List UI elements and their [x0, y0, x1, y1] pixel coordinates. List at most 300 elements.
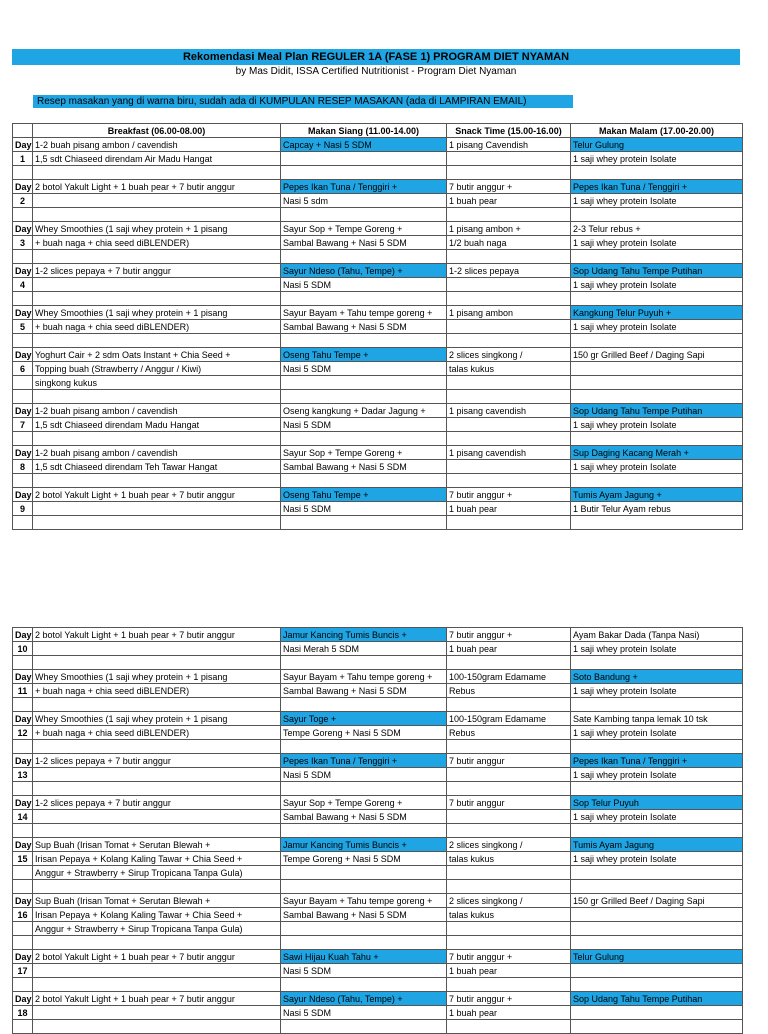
lunch-cell: Sambal Bawang + Nasi 5 SDM — [281, 460, 447, 474]
dinner-cell: 1 saji whey protein Isolate — [571, 194, 743, 208]
spacer-row — [13, 166, 743, 180]
table-row — [13, 362, 743, 376]
breakfast-cell: 2 botol Yakult Light + 1 buah pear + 7 butir anggur — [33, 180, 281, 194]
dinner-cell: 1 saji whey protein Isolate — [571, 320, 743, 334]
empty-cell — [33, 474, 281, 488]
dinner-cell: Tumis Ayam Jagung + — [571, 488, 743, 502]
empty-cell — [281, 782, 447, 796]
empty-cell — [281, 166, 447, 180]
day-label: Day — [13, 950, 33, 964]
page-title: Rekomendasi Meal Plan REGULER 1A (FASE 1) PROGRAM DIET NYAMAN — [12, 49, 740, 65]
dinner-cell — [571, 908, 743, 922]
empty-cell — [281, 432, 447, 446]
table-row — [13, 460, 743, 474]
snack-cell: 7 butir anggur + — [447, 628, 571, 642]
empty-cell — [281, 978, 447, 992]
breakfast-cell — [33, 194, 281, 208]
table-row — [13, 810, 743, 824]
empty-cell — [13, 782, 33, 796]
table-row — [13, 670, 743, 684]
day-number: 18 — [13, 1006, 33, 1020]
empty-cell — [571, 880, 743, 894]
empty-cell — [447, 740, 571, 754]
empty-cell — [447, 334, 571, 348]
day-label: Day — [13, 796, 33, 810]
breakfast-cell: 1,5 sdt Chiaseed direndam Teh Tawar Hangat — [33, 460, 281, 474]
empty-cell — [447, 1020, 571, 1034]
header-breakfast: Breakfast (06.00-08.00) — [33, 124, 281, 138]
lunch-cell: Capcay + Nasi 5 SDM — [281, 138, 447, 152]
day-number — [13, 376, 33, 390]
lunch-cell: Pepes Ikan Tuna / Tenggiri + — [281, 754, 447, 768]
spacer-row — [13, 474, 743, 488]
empty-cell — [33, 656, 281, 670]
snack-cell: 1 pisang ambon — [447, 306, 571, 320]
lunch-cell: Sayur Bayam + Tahu tempe goreng + — [281, 894, 447, 908]
empty-cell — [33, 936, 281, 950]
dinner-cell — [571, 964, 743, 978]
table-row — [13, 404, 743, 418]
empty-cell — [33, 740, 281, 754]
day-label: Day — [13, 180, 33, 194]
day-number: 15 — [13, 852, 33, 866]
spacer-row — [13, 698, 743, 712]
spacer-row — [13, 978, 743, 992]
breakfast-cell — [33, 810, 281, 824]
lunch-cell: Tempe Goreng + Nasi 5 SDM — [281, 852, 447, 866]
dinner-cell — [571, 866, 743, 880]
dinner-cell: 1 Butir Telur Ayam rebus — [571, 502, 743, 516]
dinner-cell: Sop Udang Tahu Tempe Putihan — [571, 404, 743, 418]
breakfast-cell — [33, 1006, 281, 1020]
breakfast-cell: 1,5 sdt Chiaseed direndam Air Madu Hangat — [33, 152, 281, 166]
table-row — [13, 278, 743, 292]
table-row — [13, 222, 743, 236]
empty-cell — [33, 432, 281, 446]
breakfast-cell: 1-2 slices pepaya + 7 butir anggur — [33, 754, 281, 768]
table-header-row — [13, 124, 743, 138]
day-label: Day — [13, 446, 33, 460]
table-row — [13, 866, 743, 880]
breakfast-cell: 2 botol Yakult Light + 1 buah pear + 7 butir anggur — [33, 628, 281, 642]
empty-cell — [13, 250, 33, 264]
day-number: 8 — [13, 460, 33, 474]
empty-cell — [13, 334, 33, 348]
day-label: Day — [13, 992, 33, 1006]
empty-cell — [281, 292, 447, 306]
breakfast-cell: + buah naga + chia seed diBLENDER) — [33, 684, 281, 698]
snack-cell: 1-2 slices pepaya — [447, 264, 571, 278]
lunch-cell: Sayur Ndeso (Tahu, Tempe) + — [281, 992, 447, 1006]
empty-cell — [571, 474, 743, 488]
table-row — [13, 726, 743, 740]
table-row — [13, 768, 743, 782]
empty-cell — [447, 474, 571, 488]
breakfast-cell: Irisan Pepaya + Kolang Kaling Tawar + Chia Seed + — [33, 908, 281, 922]
snack-cell: 1 pisang ambon + — [447, 222, 571, 236]
day-label: Day — [13, 348, 33, 362]
lunch-cell: Sambal Bawang + Nasi 5 SDM — [281, 810, 447, 824]
empty-cell — [13, 698, 33, 712]
table-row — [13, 306, 743, 320]
snack-cell: 7 butir anggur + — [447, 950, 571, 964]
dinner-cell: Pepes Ikan Tuna / Tenggiri + — [571, 754, 743, 768]
lunch-cell: Jamur Kancing Tumis Buncis + — [281, 838, 447, 852]
dinner-cell: 150 gr Grilled Beef / Daging Sapi — [571, 894, 743, 908]
dinner-cell: 1 saji whey protein Isolate — [571, 460, 743, 474]
empty-cell — [447, 782, 571, 796]
day-label: Day — [13, 670, 33, 684]
breakfast-cell: Anggur + Strawberry + Sirup Tropicana Tanpa Gula) — [33, 866, 281, 880]
snack-cell — [447, 810, 571, 824]
empty-cell — [33, 824, 281, 838]
breakfast-cell: Irisan Pepaya + Kolang Kaling Tawar + Chia Seed + — [33, 852, 281, 866]
day-number: 17 — [13, 964, 33, 978]
table-row — [13, 320, 743, 334]
snack-cell: 1 pisang cavendish — [447, 446, 571, 460]
dinner-cell: 1 saji whey protein Isolate — [571, 852, 743, 866]
spacer-row — [13, 824, 743, 838]
spacer-row — [13, 656, 743, 670]
empty-cell — [281, 1020, 447, 1034]
empty-cell — [447, 208, 571, 222]
day-label: Day — [13, 754, 33, 768]
lunch-cell: Nasi 5 SDM — [281, 768, 447, 782]
lunch-cell: Oseng Tahu Tempe + — [281, 488, 447, 502]
snack-cell: 2 slices singkong / — [447, 894, 571, 908]
table-row — [13, 922, 743, 936]
breakfast-cell: Anggur + Strawberry + Sirup Tropicana Tanpa Gula) — [33, 922, 281, 936]
empty-cell — [13, 656, 33, 670]
empty-cell — [571, 208, 743, 222]
page-subtitle: by Mas Didit, ISSA Certified Nutritionist - Program Diet Nyaman — [235, 66, 517, 77]
lunch-cell: Sayur Ndeso (Tahu, Tempe) + — [281, 264, 447, 278]
day-number — [13, 922, 33, 936]
snack-cell: 7 butir anggur + — [447, 488, 571, 502]
snack-cell: 7 butir anggur — [447, 754, 571, 768]
lunch-cell — [281, 376, 447, 390]
dinner-cell: Pepes Ikan Tuna / Tenggiri + — [571, 180, 743, 194]
breakfast-cell — [33, 964, 281, 978]
breakfast-cell: + buah naga + chia seed diBLENDER) — [33, 236, 281, 250]
empty-cell — [33, 208, 281, 222]
table-row — [13, 138, 743, 152]
empty-cell — [447, 936, 571, 950]
empty-cell — [571, 824, 743, 838]
snack-cell — [447, 460, 571, 474]
breakfast-cell: 1-2 slices pepaya + 7 butir anggur — [33, 796, 281, 810]
lunch-cell: Sambal Bawang + Nasi 5 SDM — [281, 908, 447, 922]
lunch-cell: Sayur Bayam + Tahu tempe goreng + — [281, 306, 447, 320]
empty-cell — [13, 474, 33, 488]
dinner-cell — [571, 922, 743, 936]
breakfast-cell: Whey Smoothies (1 saji whey protein + 1 pisang — [33, 306, 281, 320]
breakfast-cell: Topping buah (Strawberry / Anggur / Kiwi) — [33, 362, 281, 376]
table-row — [13, 1006, 743, 1020]
snack-cell: talas kukus — [447, 908, 571, 922]
day-number: 5 — [13, 320, 33, 334]
breakfast-cell: + buah naga + chia seed diBLENDER) — [33, 320, 281, 334]
day-number — [13, 866, 33, 880]
empty-cell — [13, 978, 33, 992]
empty-cell — [33, 334, 281, 348]
snack-cell — [447, 376, 571, 390]
snack-cell: 1/2 buah naga — [447, 236, 571, 250]
empty-cell — [447, 880, 571, 894]
snack-cell: 1 pisang cavendish — [447, 404, 571, 418]
lunch-cell — [281, 152, 447, 166]
empty-cell — [571, 432, 743, 446]
empty-cell — [571, 166, 743, 180]
recipe-note: Resep masakan yang di warna biru, sudah ada di KUMPULAN RESEP MASAKAN (ada di LAMPIRAN EMAIL) — [33, 95, 573, 108]
spacer-row — [13, 936, 743, 950]
day-label: Day — [13, 894, 33, 908]
day-number: 9 — [13, 502, 33, 516]
dinner-cell: Telur Gulung — [571, 138, 743, 152]
empty-cell — [281, 740, 447, 754]
lunch-cell: Sambal Bawang + Nasi 5 SDM — [281, 320, 447, 334]
dinner-cell: 1 saji whey protein Isolate — [571, 768, 743, 782]
snack-cell — [447, 418, 571, 432]
snack-cell — [447, 768, 571, 782]
empty-cell — [13, 516, 33, 530]
day-number: 11 — [13, 684, 33, 698]
day-label: Day — [13, 628, 33, 642]
lunch-cell: Nasi 5 SDM — [281, 1006, 447, 1020]
empty-cell — [33, 390, 281, 404]
empty-cell — [281, 880, 447, 894]
lunch-cell: Nasi 5 sdm — [281, 194, 447, 208]
table-row — [13, 376, 743, 390]
breakfast-cell: + buah naga + chia seed diBLENDER) — [33, 726, 281, 740]
empty-cell — [13, 432, 33, 446]
breakfast-cell: Whey Smoothies (1 saji whey protein + 1 pisang — [33, 222, 281, 236]
dinner-cell: 1 saji whey protein Isolate — [571, 810, 743, 824]
snack-cell — [447, 866, 571, 880]
meal-plan-table-week1 — [12, 123, 743, 530]
breakfast-cell: 1-2 buah pisang ambon / cavendish — [33, 138, 281, 152]
breakfast-cell: Sup Buah (Irisan Tomat + Serutan Blewah + — [33, 894, 281, 908]
dinner-cell: Sop Udang Tahu Tempe Putihan — [571, 264, 743, 278]
snack-cell: Rebus — [447, 726, 571, 740]
empty-cell — [13, 166, 33, 180]
day-number: 7 — [13, 418, 33, 432]
day-number: 2 — [13, 194, 33, 208]
spacer-row — [13, 390, 743, 404]
spacer-row — [13, 782, 743, 796]
day-label: Day — [13, 404, 33, 418]
table-row — [13, 992, 743, 1006]
empty-cell — [447, 656, 571, 670]
day-number: 6 — [13, 362, 33, 376]
day-number: 4 — [13, 278, 33, 292]
snack-cell: Rebus — [447, 684, 571, 698]
empty-cell — [447, 516, 571, 530]
dinner-cell: Sop Telur Puyuh — [571, 796, 743, 810]
dinner-cell — [571, 376, 743, 390]
day-number: 12 — [13, 726, 33, 740]
empty-cell — [571, 698, 743, 712]
table-row — [13, 852, 743, 866]
empty-cell — [571, 978, 743, 992]
empty-cell — [33, 978, 281, 992]
day-number: 13 — [13, 768, 33, 782]
table-row — [13, 488, 743, 502]
dinner-cell: 1 saji whey protein Isolate — [571, 642, 743, 656]
spacer-row — [13, 250, 743, 264]
dinner-cell: Telur Gulung — [571, 950, 743, 964]
breakfast-cell — [33, 502, 281, 516]
lunch-cell: Sayur Bayam + Tahu tempe goreng + — [281, 670, 447, 684]
lunch-cell: Sayur Toge + — [281, 712, 447, 726]
empty-cell — [571, 250, 743, 264]
dinner-cell: 1 saji whey protein Isolate — [571, 418, 743, 432]
empty-cell — [571, 390, 743, 404]
lunch-cell: Pepes Ikan Tuna / Tenggiri + — [281, 180, 447, 194]
empty-cell — [33, 1020, 281, 1034]
snack-cell: talas kukus — [447, 852, 571, 866]
table-row — [13, 908, 743, 922]
empty-cell — [281, 334, 447, 348]
dinner-cell: 150 gr Grilled Beef / Daging Sapi — [571, 348, 743, 362]
table-row — [13, 950, 743, 964]
snack-cell: 2 slices singkong / — [447, 838, 571, 852]
empty-cell — [13, 936, 33, 950]
spacer-row — [13, 516, 743, 530]
empty-cell — [447, 698, 571, 712]
table-row — [13, 180, 743, 194]
lunch-cell: Sayur Sop + Tempe Goreng + — [281, 222, 447, 236]
lunch-cell: Nasi 5 SDM — [281, 964, 447, 978]
lunch-cell — [281, 866, 447, 880]
dinner-cell: Sup Daging Kacang Merah + — [571, 446, 743, 460]
day-label: Day — [13, 222, 33, 236]
dinner-cell: Soto Bandung + — [571, 670, 743, 684]
lunch-cell — [281, 922, 447, 936]
spacer-row — [13, 334, 743, 348]
lunch-cell: Sayur Sop + Tempe Goreng + — [281, 446, 447, 460]
spacer-row — [13, 208, 743, 222]
lunch-cell: Sambal Bawang + Nasi 5 SDM — [281, 236, 447, 250]
table-row — [13, 964, 743, 978]
empty-cell — [447, 978, 571, 992]
table-row — [13, 152, 743, 166]
day-label: Day — [13, 712, 33, 726]
dinner-cell: 2-3 Telur rebus + — [571, 222, 743, 236]
day-label: Day — [13, 838, 33, 852]
lunch-cell: Sambal Bawang + Nasi 5 SDM — [281, 684, 447, 698]
breakfast-cell — [33, 768, 281, 782]
dinner-cell: 1 saji whey protein Isolate — [571, 278, 743, 292]
empty-cell — [281, 936, 447, 950]
empty-cell — [33, 880, 281, 894]
day-number: 16 — [13, 908, 33, 922]
snack-cell — [447, 152, 571, 166]
table-row — [13, 796, 743, 810]
empty-cell — [33, 292, 281, 306]
empty-cell — [447, 292, 571, 306]
snack-cell: 1 buah pear — [447, 964, 571, 978]
dinner-cell: 1 saji whey protein Isolate — [571, 726, 743, 740]
table-row — [13, 712, 743, 726]
breakfast-cell — [33, 642, 281, 656]
empty-cell — [13, 390, 33, 404]
empty-cell — [13, 1020, 33, 1034]
table-row — [13, 418, 743, 432]
empty-cell — [13, 824, 33, 838]
day-number: 1 — [13, 152, 33, 166]
snack-cell — [447, 922, 571, 936]
empty-cell — [33, 516, 281, 530]
header-lunch: Makan Siang (11.00-14.00) — [281, 124, 447, 138]
lunch-cell: Nasi 5 SDM — [281, 362, 447, 376]
lunch-cell: Sawi Hijau Kuah Tahu + — [281, 950, 447, 964]
empty-cell — [571, 656, 743, 670]
lunch-cell: Sayur Sop + Tempe Goreng + — [281, 796, 447, 810]
spacer-row — [13, 1020, 743, 1034]
breakfast-cell: 1-2 buah pisang ambon / cavendish — [33, 404, 281, 418]
dinner-cell: 1 saji whey protein Isolate — [571, 152, 743, 166]
breakfast-cell: 1-2 slices pepaya + 7 butir anggur — [33, 264, 281, 278]
empty-cell — [571, 1020, 743, 1034]
breakfast-cell: 2 botol Yakult Light + 1 buah pear + 7 butir anggur — [33, 992, 281, 1006]
dinner-cell — [571, 362, 743, 376]
breakfast-cell: Whey Smoothies (1 saji whey protein + 1 pisang — [33, 712, 281, 726]
lunch-cell: Tempe Goreng + Nasi 5 SDM — [281, 726, 447, 740]
empty-cell — [447, 390, 571, 404]
dinner-cell: 1 saji whey protein Isolate — [571, 684, 743, 698]
day-label: Day — [13, 264, 33, 278]
snack-cell: 100-150gram Edamame — [447, 670, 571, 684]
day-label: Day — [13, 488, 33, 502]
table-row — [13, 194, 743, 208]
table-row — [13, 642, 743, 656]
snack-cell — [447, 278, 571, 292]
empty-cell — [13, 292, 33, 306]
empty-cell — [33, 698, 281, 712]
table-row — [13, 446, 743, 460]
empty-cell — [281, 208, 447, 222]
table-row — [13, 684, 743, 698]
snack-cell: 7 butir anggur + — [447, 992, 571, 1006]
dinner-cell: Sate Kambing tanpa lemak 10 tsk — [571, 712, 743, 726]
table-row — [13, 236, 743, 250]
breakfast-cell: 1-2 buah pisang ambon / cavendish — [33, 446, 281, 460]
dinner-cell: Ayam Bakar Dada (Tanpa Nasi) — [571, 628, 743, 642]
spacer-row — [13, 740, 743, 754]
empty-cell — [33, 166, 281, 180]
lunch-cell: Nasi 5 SDM — [281, 502, 447, 516]
table-row — [13, 502, 743, 516]
empty-cell — [447, 432, 571, 446]
empty-cell — [13, 740, 33, 754]
snack-cell: 1 buah pear — [447, 642, 571, 656]
breakfast-cell: Sup Buah (Irisan Tomat + Serutan Blewah + — [33, 838, 281, 852]
empty-cell — [571, 936, 743, 950]
spacer-row — [13, 292, 743, 306]
breakfast-cell: 2 botol Yakult Light + 1 buah pear + 7 butir anggur — [33, 488, 281, 502]
day-label: Day — [13, 138, 33, 152]
snack-cell: 1 buah pear — [447, 194, 571, 208]
empty-cell — [571, 334, 743, 348]
snack-cell: 1 buah pear — [447, 1006, 571, 1020]
empty-cell — [281, 824, 447, 838]
empty-cell — [281, 250, 447, 264]
lunch-cell: Oseng kangkung + Dadar Jagung + — [281, 404, 447, 418]
empty-cell — [281, 390, 447, 404]
table-row — [13, 264, 743, 278]
day-number: 14 — [13, 810, 33, 824]
